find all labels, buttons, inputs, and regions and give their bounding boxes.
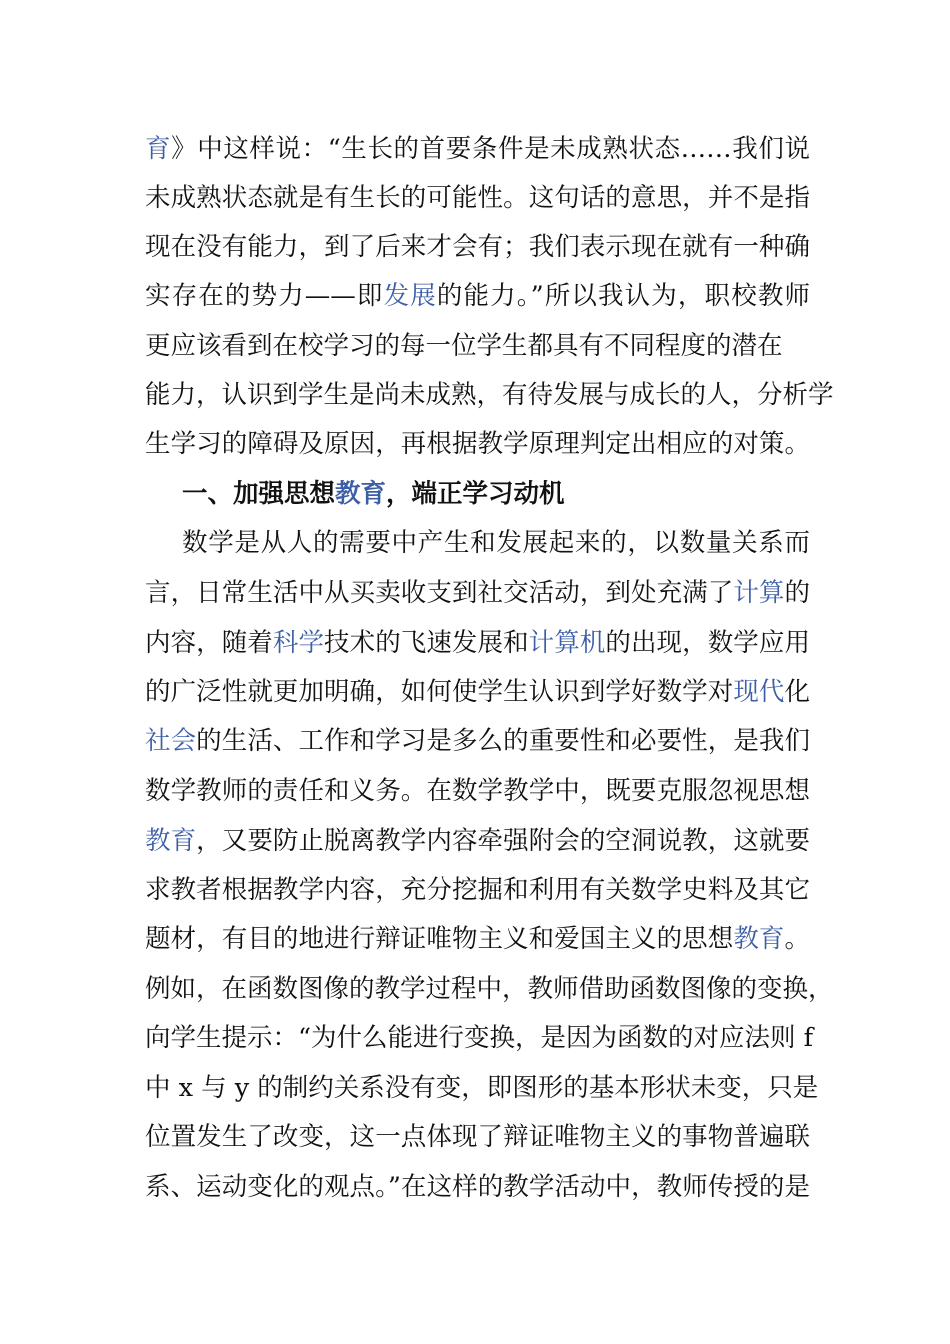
link-xiandai[interactable]: 现代 [733, 677, 785, 707]
text-run: 位置发生了改变，这一点体现了辩证唯物主义的事物普遍联 [145, 1122, 810, 1152]
text-run: 能力，认识到学生是尚未成熟，有待发展与成长的人，分析学 [145, 380, 834, 410]
link-kexue[interactable]: 科学 [272, 628, 325, 658]
text-run: 生学习的障碍及原因，再根据教学原理判定出相应的对策。 [145, 429, 810, 459]
text-run: 的能力。”所以我认为，职校教师 [436, 281, 810, 311]
text-run: 数学教师的责任和义务。在数学教学中，既要克服忽视思想 [145, 776, 810, 806]
link-jiaoyu[interactable]: 育 [145, 134, 172, 164]
link-jisuan[interactable]: 计算 [733, 578, 785, 608]
text-line [145, 1018, 814, 1058]
text-run: 一、加强思想 [182, 479, 336, 509]
text-line [145, 1117, 810, 1157]
text-line [145, 919, 810, 959]
text-line [145, 623, 810, 663]
text-line [145, 227, 810, 267]
text-line [145, 771, 810, 811]
text-run: 技术的飞速发展和 [324, 628, 529, 658]
text-run: 内容，随着 [145, 628, 273, 658]
text-line [145, 870, 810, 910]
text-line [145, 1167, 810, 1207]
text-run: 题材，有目的地进行辩证唯物主义和爱国主义的思想 [145, 924, 734, 954]
text-run: ，又要防止脱离教学内容牵强附会的空洞说教，这就要 [196, 826, 810, 856]
link-jisuanji[interactable]: 计算机 [528, 628, 606, 658]
text-line [145, 969, 834, 1009]
text-run: 化 [784, 677, 810, 707]
text-run: 。 [784, 924, 810, 954]
text-run: 求教者根据教学内容，充分挖掘和利用有关数学史料及其它 [145, 875, 810, 905]
text-run: 言，日常生活中从买卖收支到社交活动，到处充满了 [145, 578, 734, 608]
text-run: 系、运动变化的观点。”在这样的教学活动中，教师传授的是 [145, 1172, 810, 1202]
text-run: 中 x 与 y 的制约关系没有变，即图形的基本形状未变，只是 [145, 1073, 819, 1103]
text-run: 》中这样说：“生长的首要条件是未成熟状态……我们说 [171, 134, 810, 164]
text-line [145, 276, 810, 316]
text-line [145, 375, 834, 415]
link-jiaoyu[interactable]: 教育 [145, 826, 197, 856]
text-run: 的生活、工作和学习是多么的重要性和必要性，是我们 [196, 726, 810, 756]
text-run: 数学是从人的需要中产生和发展起来的，以数量关系而 [182, 528, 810, 558]
section-heading [182, 474, 565, 514]
link-jiaoyu[interactable]: 教育 [335, 479, 387, 509]
text-run: 现在没有能力，到了后来才会有；我们表示现在就有一种确 [145, 232, 810, 262]
link-jiaoyu[interactable]: 教育 [733, 924, 785, 954]
text-run: 实存在的势力——即 [145, 281, 384, 311]
text-line [145, 1068, 819, 1108]
text-line [182, 523, 810, 563]
text-line [145, 573, 810, 613]
text-run: 例如，在函数图像的教学过程中，教师借助函数图像的变换， [145, 974, 834, 1004]
text-run: ，端正学习动机 [386, 479, 565, 509]
link-shehui[interactable]: 社会 [145, 726, 197, 756]
text-run: 的出现，数学应用 [605, 628, 810, 658]
text-run: 的 [784, 578, 810, 608]
text-line [145, 821, 810, 861]
text-run: 向学生提示：“为什么能进行变换，是因为函数的对应法则 f [145, 1023, 814, 1053]
text-line [145, 424, 810, 464]
text-run: 未成熟状态就是有生长的可能性。这句话的意思，并不是指 [145, 183, 810, 213]
link-fazhan[interactable]: 发展 [383, 281, 437, 311]
text-line [145, 721, 810, 761]
text-run: 更应该看到在校学习的每一位学生都具有不同程度的潜在 [145, 331, 783, 361]
text-line [145, 178, 810, 218]
text-line [145, 129, 810, 169]
text-line [145, 326, 810, 366]
text-line [145, 672, 810, 712]
text-run: 的广泛性就更加明确，如何使学生认识到学好数学对 [145, 677, 734, 707]
